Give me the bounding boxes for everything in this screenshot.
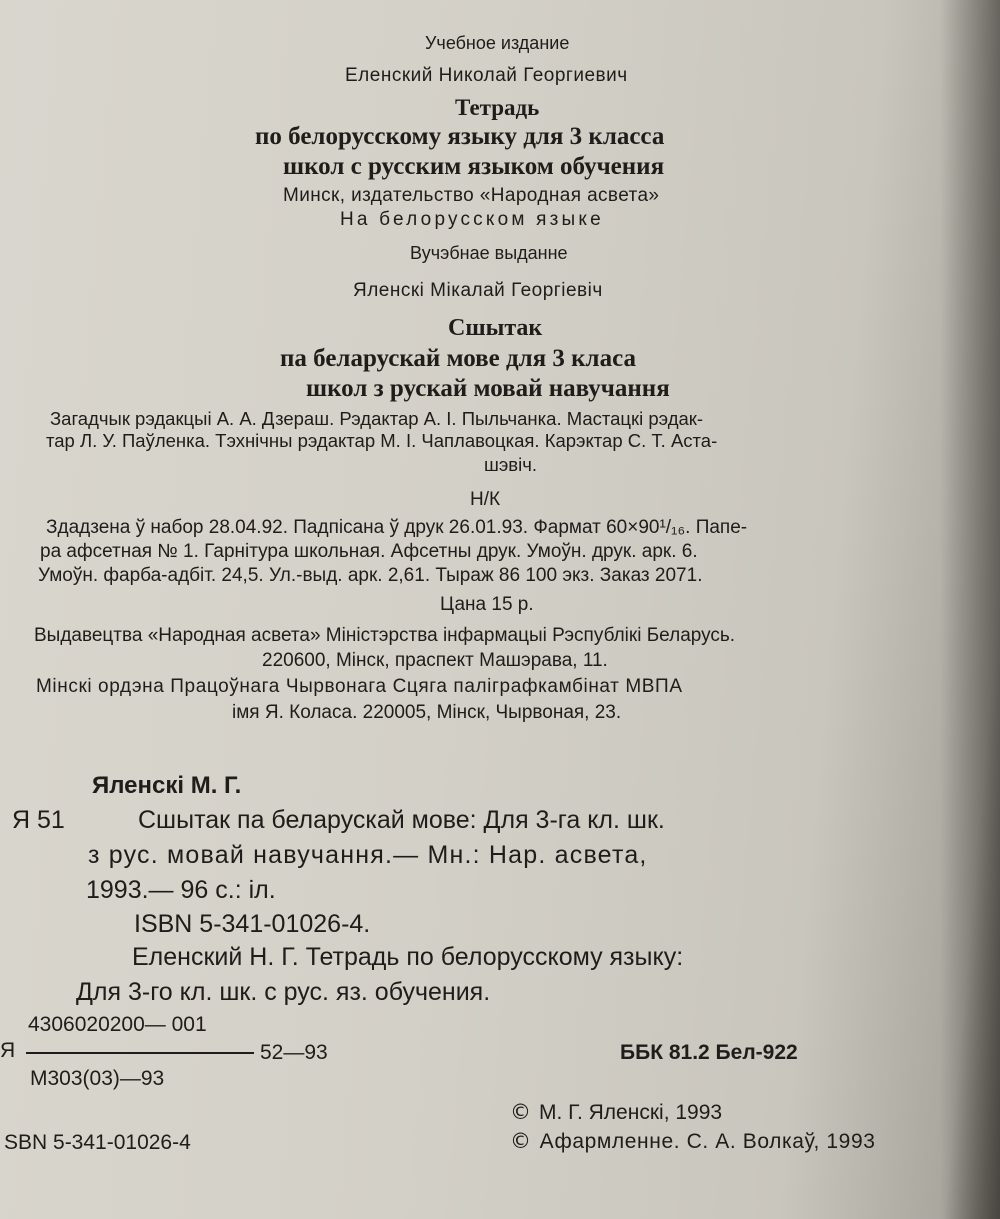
print-specs-line-3: Умоўн. фарба-адбіт. 24,5. Ул.-выд. арк. 2,61. Тыраж 86 100 экз. Заказ 2071.: [38, 565, 703, 586]
ru-author: Еленский Николай Георгиевич: [345, 65, 628, 86]
publisher-info-line-2: 220600, Мінск, праспект Машэрава, 11.: [262, 650, 608, 671]
copyright-line-1: [510, 1102, 722, 1123]
page-edge-shadow: [940, 0, 1000, 1219]
ru-publisher-line: Минск, издательство «Народная асвета»: [283, 185, 660, 206]
formula-numerator: 4306020200— 001: [28, 1013, 207, 1036]
catalog-line-2: з рус. мовай навучання.— Мн.: Нар. асвета,: [88, 841, 648, 869]
by-title-line1: Сшытак: [448, 315, 543, 341]
copyright-text-2: Афармленне. С. А. Волкаў, 1993: [539, 1130, 876, 1153]
by-author: Яленскі Мікалай Георгіевіч: [353, 280, 603, 301]
formula-denominator: М303(03)—93: [30, 1067, 165, 1090]
ru-title-line2: по белорусскому языку для 3 класса: [255, 123, 665, 150]
editors-line-2: тар Л. У. Паўленка. Тэхнічны рэдактар М. І. Чаплавоцкая. Карэктар С. Т. Аста-: [46, 430, 718, 451]
ru-title-line1: Тетрадь: [455, 95, 540, 120]
print-specs-line-2: ра афсетная № 1. Гарнітура школьная. Афсетны друк. Умоўн. друк. арк. 6.: [40, 541, 698, 562]
bbk-code: ББК 81.2 Бел-922: [620, 1041, 798, 1064]
catalog-ru-line-2: Для 3-го кл. шк. с рус. яз. обучения.: [76, 978, 491, 1006]
ru-language-note: На белорусском языке: [340, 209, 604, 230]
catalog-ru-line-1: Еленский Н. Г. Тетрадь по белорусскому языку:: [132, 943, 684, 971]
editors-line-3: шэвіч.: [484, 454, 537, 475]
by-title-line3: школ з рускай мовай навучання: [306, 375, 670, 402]
print-specs-line-1: Здадзена ў набор 28.04.92. Падпісана ў друк 26.01.93. Фармат 60×90¹/₁₆. Папе-: [46, 517, 748, 538]
copyright-icon: ©: [510, 1100, 531, 1124]
formula-right: 52—93: [260, 1041, 328, 1064]
catalog-line-1: Сшытак па беларускай мове: Для 3-га кл. шк.: [138, 806, 665, 834]
print-specs-line-4: Цана 15 р.: [440, 594, 534, 615]
formula-divider: [26, 1052, 254, 1054]
catalog-code: Я 51: [12, 806, 65, 834]
isbn-bottom: SBN 5-341-01026-4: [4, 1131, 191, 1154]
by-edition-type: Вучэбнае выданне: [410, 243, 568, 263]
copyright-icon: ©: [510, 1129, 532, 1153]
by-title-line2: па беларускай мове для 3 класа: [280, 345, 636, 372]
copyright-text-1: М. Г. Яленскі, 1993: [539, 1101, 723, 1124]
copyright-line-2: [510, 1131, 876, 1152]
nk-label: Н/К: [470, 489, 501, 510]
editors-line-1: Загадчык рэдакцыі А. А. Дзераш. Рэдактар А. І. Пыльчанка. Мастацкі рэдак-: [50, 408, 704, 429]
ru-title-line3: школ с русским языком обучения: [283, 153, 665, 180]
catalog-isbn: ISBN 5-341-01026-4.: [134, 910, 371, 938]
printer-info-line-1: Мінскі ордэна Працоўнага Чырвонага Сцяга паліграфкамбінат МВПА: [36, 676, 683, 697]
catalog-line-3: 1993.— 96 с.: іл.: [86, 876, 276, 904]
formula-letter: Я: [0, 1039, 16, 1062]
ru-edition-type: Учебное издание: [425, 33, 570, 53]
catalog-author-heading: Яленскі М. Г.: [92, 772, 242, 799]
publisher-info-line-1: Выдавецтва «Народная асвета» Міністэрства інфармацыі Рэспублікі Беларусь.: [34, 625, 736, 646]
printer-info-line-2: імя Я. Коласа. 220005, Мінск, Чырвоная, 23.: [232, 702, 622, 723]
